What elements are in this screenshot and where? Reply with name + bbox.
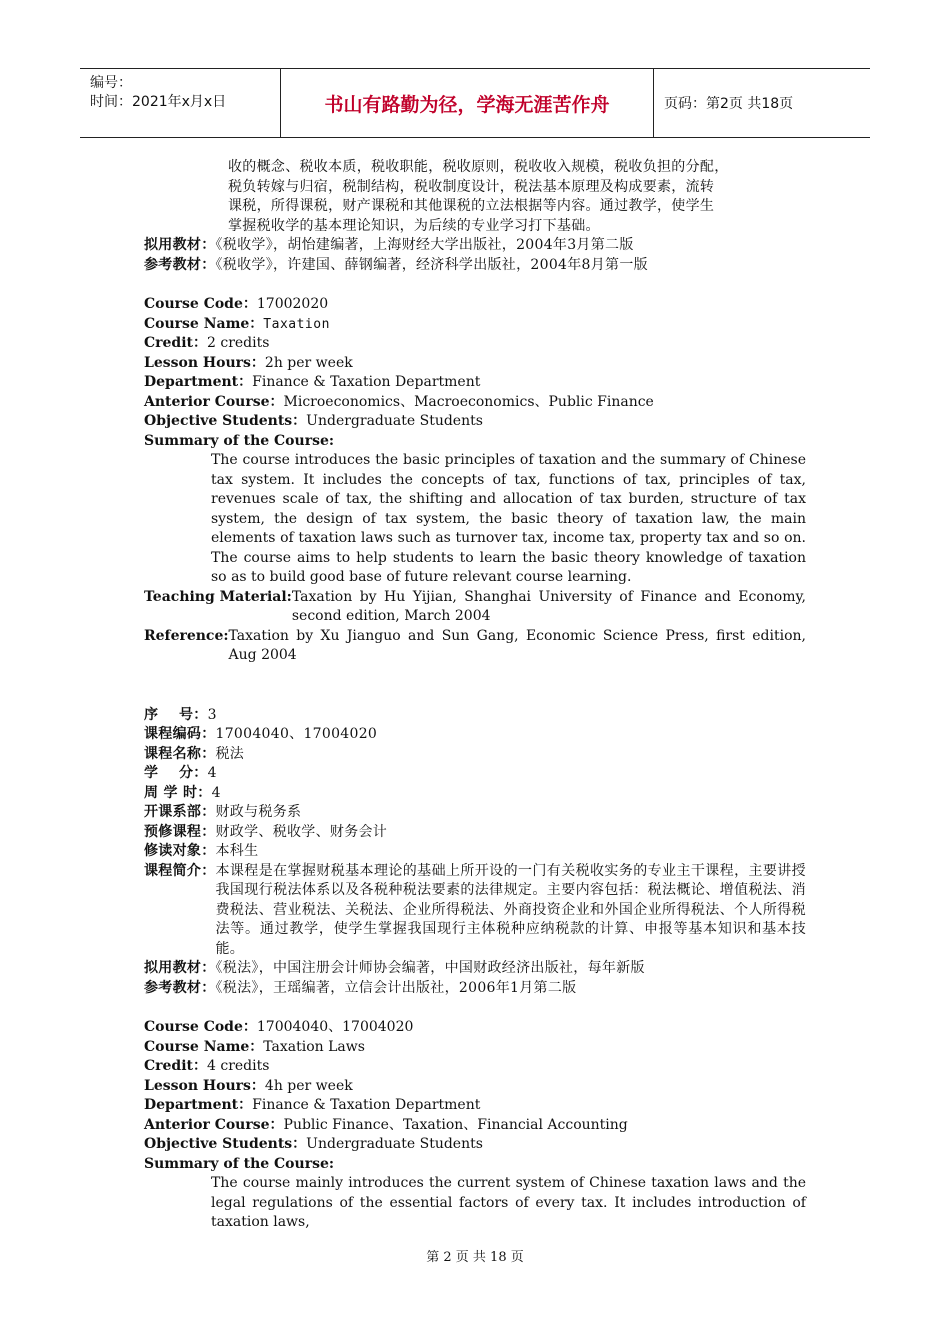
textbook-row [144,236,806,256]
field-value: 17004040、17004020 [215,726,378,742]
department-row [144,803,806,823]
field-label: Teaching Material: [144,588,292,605]
field-value: Taxation by Hu Yijian, Shanghai University of Finance and Economy, second edition, March 2004 [291,588,806,624]
field-label: Lesson Hours： [144,354,265,371]
anterior-course-row [144,1116,806,1136]
field-value: 本科生 [215,843,259,859]
field-label: 序 号： [144,706,208,723]
reference-label: 参考教材： [144,256,216,273]
field-value: Finance & Taxation Department [252,374,481,390]
anterior-course-row [144,393,806,413]
objective-students-row [144,412,806,432]
course-code-row [144,295,806,315]
field-value: 4 [207,765,217,781]
field-value: 2h per week [264,354,353,371]
field-label: Lesson Hours： [144,1077,265,1094]
credit-row [144,1057,806,1077]
field-value: 财政与税务系 [215,804,302,820]
field-label: Course Code： [144,296,257,312]
textbook-row [144,959,806,979]
field-label: 拟用教材： [144,960,216,976]
field-label: 课程简介： [144,862,216,879]
page-header [80,68,870,138]
field-label: 预修课程： [144,823,216,840]
doc-date: 时间：2021年x月x日 [90,94,227,110]
reference-row [144,256,806,276]
field-value: Microeconomics、Macroeconomics、Public Finance [283,393,654,410]
field-value: 4 [211,784,221,801]
field-value: Public Finance、Taxation、Financial Accounting [283,1116,628,1133]
summary-heading: Summary of the Course: [144,1155,335,1172]
field-label: Course Code： [144,1019,257,1035]
summary-text: The course mainly introduces the current system of Chinese taxation laws and the legal regulations of the essential factors of every tax. It includes introduction of taxation laws, [211,1175,806,1230]
header-meta-cell [80,69,281,137]
field-value: 税法 [215,745,245,762]
course-code-row [144,1018,806,1038]
field-value: Undergraduate Students [306,413,483,429]
field-label: 课程名称： [144,745,216,762]
summary-line: 课税，所得课税，财产课税和其他课税的立法根据等内容。通过教学，使学生 [228,198,715,214]
course-name-row [144,745,806,765]
teaching-material-row [144,588,806,627]
prerequisite-row [144,823,806,843]
course-code-row [144,725,806,745]
field-label: 开课系部： [144,804,216,820]
course-name-row [144,315,806,335]
header-page-info: 页码：第2页 共18页 [664,96,794,112]
field-label: Course Name： [144,315,264,332]
field-value: Finance & Taxation Department [252,1097,481,1113]
field-value: 2 credits [207,335,270,351]
field-label: Course Name： [144,1038,264,1055]
header-motto: 书山有路勤为径，学海无涯苦作舟 [281,69,654,137]
credit-row [144,764,806,784]
field-label: 周 学 时： [144,784,212,801]
field-label: Objective Students： [144,413,307,429]
field-label: Department： [144,374,253,390]
field-value: 《税法》，中国注册会计师协会编著，中国财政经济出版社，每年新版 [215,960,645,976]
summary-line: 收的概念、税收本质，税收职能，税收原则，税收收入规模，税收负担的分配， [228,159,729,175]
field-label: Reference: [144,627,229,644]
doc-number-label: 编号： [90,75,132,91]
lesson-hours-row [144,354,806,374]
field-label: Credit： [144,335,207,351]
field-value: 4h per week [264,1077,353,1094]
field-label: 修读对象： [144,843,216,859]
field-value: Taxation [263,316,330,332]
lesson-hours-row [144,1077,806,1097]
course-name-row [144,1038,806,1058]
page-footer: 第 2 页 共 18 页 [426,1250,524,1265]
field-value: 财政学、税收学、财务会计 [215,823,388,840]
reference-row [144,627,806,666]
document-body [144,158,806,1233]
objective-students-row [144,1135,806,1155]
weekly-hours-row [144,784,806,804]
field-value: Undergraduate Students [306,1136,483,1152]
field-label: 学 分： [144,765,208,781]
summary-heading: Summary of the Course: [144,432,335,449]
summary-line: 掌握税收学的基本理论知识，为后续的专业学习打下基础。 [228,217,600,234]
summary-line: 税负转嫁与归宿，税制结构，税收制度设计，税法基本原理及构成要素，流转 [228,178,715,195]
field-label: Anterior Course： [144,393,284,410]
field-label: Objective Students： [144,1136,307,1152]
field-value: 3 [207,706,217,723]
reference-value: 《税收学》，许建国、薛钢编著，经济科学出版社，2004年8月第一版 [215,256,648,273]
sequence-row [144,706,806,726]
textbook-value: 《税收学》，胡怡建编著，上海财经大学出版社，2004年3月第二版 [215,237,634,253]
field-label: 课程编码： [144,726,216,742]
summary-text: The course introduces the basic principles of taxation and the summary of Chinese tax system. It includes the concepts of tax, functions of tax, principles of tax, revenues scale of tax, the shifting and allocation of tax burden, structure of tax system, the design of tax system, the basic theory of taxation law, the main elements of taxation laws such as turnover tax, income tax, property tax and so on. The course aims to help students to learn the basic theory knowledge of taxation so as to build good base of future relevant course learning. [211,452,806,585]
textbook-label: 拟用教材： [144,237,216,253]
department-row [144,373,806,393]
field-label: 参考教材： [144,979,216,996]
field-label: Department： [144,1097,253,1113]
field-value: 17004040、17004020 [256,1019,414,1035]
field-value: 本课程是在掌握财税基本理论的基础上所开设的一门有关税收实务的专业主干课程，主要讲授我国现行税法体系以及各税种税法要素的法律规定。主要内容包括：税法概论、增值税法、消费税法、营业税法、关税法、企业所得税法、外商投资企业和外国企业所得税法、个人所得税法等。通过教学，使学生掌握我国现行主体税种应纳税款的计算、申报等基本知识和基本技能。 [215,862,806,957]
summary-row [144,862,806,960]
field-label: Anterior Course： [144,1116,284,1133]
students-row [144,842,806,862]
reference-row [144,979,806,999]
field-value: 17002020 [256,296,329,312]
field-value: 《税法》，王瑶编著，立信会计出版社，2006年1月第二版 [215,979,577,996]
field-value: Taxation Laws [263,1038,365,1055]
credit-row [144,334,806,354]
field-value: 4 credits [207,1058,270,1074]
field-label: Credit： [144,1058,207,1074]
field-value: Taxation by Xu Jianguo and Sun Gang, Economic Science Press, first edition, Aug 2004 [228,627,806,663]
department-row [144,1096,806,1116]
